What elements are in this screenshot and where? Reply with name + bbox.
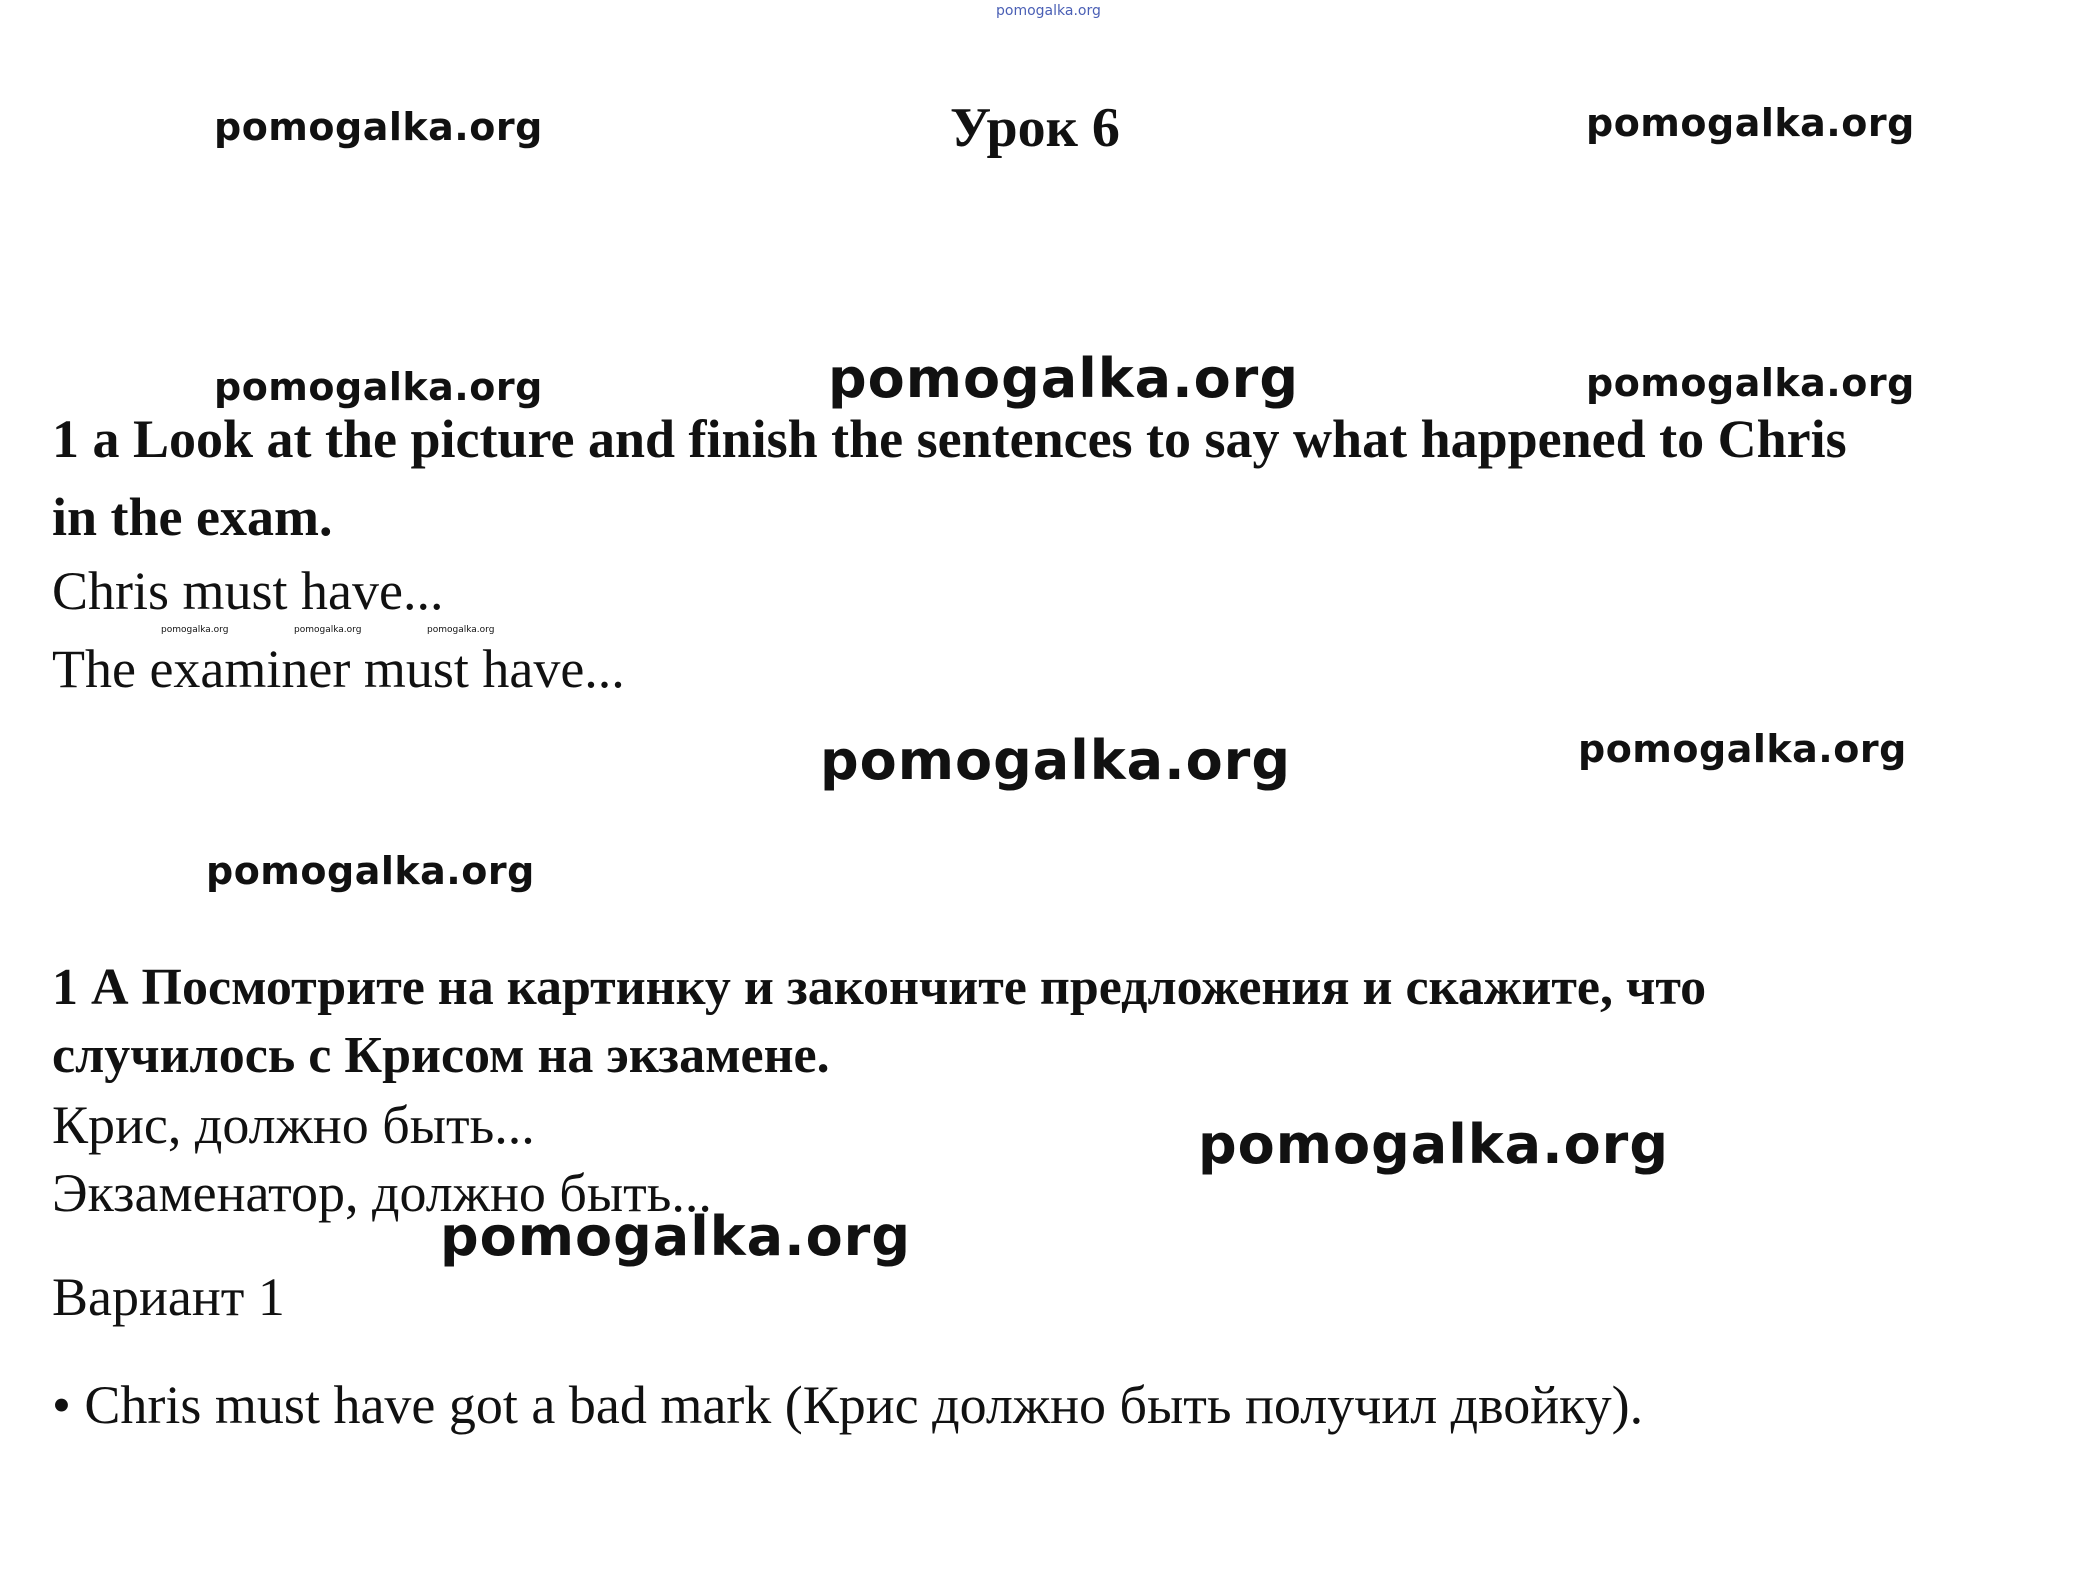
task-ru-heading-line1: 1 А Посмотрите на картинку и закончите предложения и скажите, что	[52, 959, 1707, 1016]
watermark: pomogalka.org	[214, 105, 543, 149]
task-en-heading-line2: in the exam.	[52, 487, 333, 547]
task-en-line2: The examiner must have...	[52, 639, 625, 699]
lesson-title: Урок 6	[950, 97, 1120, 159]
task-en-heading-line1: 1 a Look at the picture and finish the sentences to say what happened to Chris	[52, 409, 1847, 469]
watermark-small: pomogalka.org	[161, 625, 229, 635]
watermark: pomogalka.org	[214, 365, 543, 409]
answer-bullet: • Chris must have got a bad mark (Крис должно быть получил двойку).	[52, 1375, 1644, 1435]
watermark: pomogalka.org	[206, 849, 535, 893]
variant-label: Вариант 1	[52, 1267, 285, 1327]
task-en-line1: Chris must have...	[52, 561, 444, 621]
watermark-top: pomogalka.org	[996, 3, 1101, 19]
task-ru-line1: Крис, должно быть...	[52, 1095, 535, 1155]
watermark: pomogalka.org	[820, 729, 1291, 792]
task-ru-line2: Экзаменатор, должно быть...	[52, 1163, 712, 1223]
task-ru-heading-line2: случилось с Крисом на экзамене.	[52, 1027, 830, 1084]
watermark: pomogalka.org	[1578, 727, 1907, 771]
watermark: pomogalka.org	[828, 347, 1299, 410]
watermark-small: pomogalka.org	[294, 625, 362, 635]
watermark: pomogalka.org	[440, 1205, 911, 1268]
watermark: pomogalka.org	[1198, 1113, 1669, 1176]
watermark-small: pomogalka.org	[427, 625, 495, 635]
watermark: pomogalka.org	[1586, 101, 1915, 145]
watermark: pomogalka.org	[1586, 361, 1915, 405]
